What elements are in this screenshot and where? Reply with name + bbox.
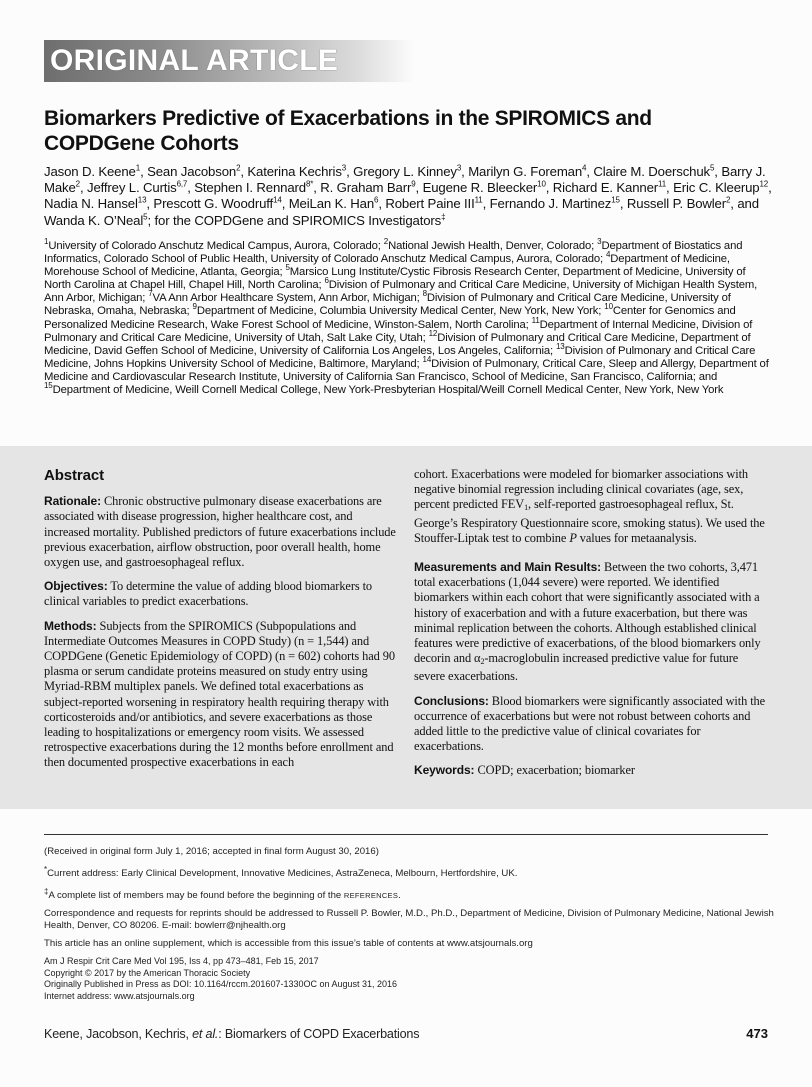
author-name: Jeffrey L. Curtis [87, 180, 177, 196]
author-name: Russell P. Bowler [626, 196, 726, 212]
methods-text-cont2: , self-reported gastroesophageal reflux, St. George’s Respiratory Questionnaire score, smoking status). We used the Stouffer-Liptak test to combine [414, 497, 765, 545]
author-affiliation-mark: 2 [75, 179, 80, 189]
author-affiliation-mark: 2 [725, 196, 731, 206]
double-dagger-mark: ‡ [44, 887, 49, 897]
affiliation-number: 13 [556, 341, 565, 351]
affiliation-text: VA Ann Arbor Healthcare System, Ann Arbor, Michigan; [152, 292, 423, 305]
affiliation-number: 10 [604, 302, 613, 312]
author-name: Robert Paine III [385, 196, 475, 212]
results-text-cont: -macroglobulin increased predictive value for future severe exacerbations. [414, 651, 739, 684]
author-name: Gregory L. Kinney [353, 164, 457, 179]
running-head-etal: et al. [192, 1027, 219, 1041]
running-head [44, 1027, 419, 1041]
affiliation-text: Division of Pulmonary and Critical Care Medicine, Johns Hopkins University School of Medicine, Baltimore, Maryland; [44, 344, 756, 370]
correspondence-note: Correspondence and requests for reprints should be addressed to Russell P. Bowler, M.D., Ph.D., Department of Medicine, Division of Pulmonary Medicine, National Jewish Health, Denver, CO 80206. E-mail: bowlerr@njhealth.org [44, 908, 774, 932]
author-affiliation-mark: 12 [759, 179, 769, 189]
methods-label: Methods: [44, 618, 97, 633]
author-name: Jason D. Keene [44, 164, 136, 179]
current-address-note [44, 864, 774, 880]
author-name: Prescott G. Woodruff [153, 196, 274, 212]
abstract-box [0, 446, 812, 809]
author-affiliation-mark: 10 [537, 179, 546, 189]
internet-address-line: Internet address: www.atsjournals.org [44, 990, 195, 1001]
affiliation-number: 11 [531, 315, 540, 325]
author-name: Sean Jacobson [147, 164, 237, 179]
author-list: Jason D. Keene$^1$, Sean Jacobson$^2$, Katerina Kechris$^3$, Gregory L. Kinney$^3$, Marilyn G. Foreman$^4$, Claire M. Doerschuk$^5$, Barry J. Make$^2$, Jeffrey L. Curtis$^{6,7}$, Stephen I. Rennard$^{8*}$, R. Graham Barr$^9$, Eugene R. Bleecker$^{10}$, Richard E. Kanner$^{11}$, Eric C. Kleerup$^{12}$, Nadia N. Hansel$^{13}$, Prescott G. Woodruff$^{14}$, MeiLan K. Han$^6$, Robert Paine III$^{11}$, Fernando J. Martinez$^{15}$, Russell P. Bowler$^2$, and Wanda K. O’Neal$^5$; for the COPDGene and SPIROMICS Investigators‡ [44, 163, 772, 228]
methods-text: Subjects from the SPIROMICS (Subpopulations and Intermediate Outcomes Measures in COPD Study) (n = 1,544) and COPDGene (Genetic Epidemiology of COPD) (n = 602) cohorts had 90 plasma or serum candidate proteins measured on study entry using Myriad-RBM multiplex panels. We defined total exacerbations as subject-reported worsening in respiratory health requiring therapy with corticosteroids and/or antibiotics, and severe exacerbations as those leading to hospitalizations or emergency room visits. We assessed retrospective exacerbations during the 12 months before enrollment and then documented prospective exacerbations in each [44, 618, 395, 770]
asterisk-mark: * [44, 865, 48, 874]
affiliation-text: Department of Biostatics and Informatics, Colorado School of Public Health, University of Colorado Anschutz Medical Campus, Aurora, Colorado; [44, 240, 743, 266]
affiliation-text: National Jewish Health, Denver, Colorado; [388, 240, 598, 252]
affiliation-text: Division of Pulmonary and Critical Care Medicine, University of Nebraska, Omaha, Nebraska; [44, 292, 731, 318]
doi-line: Originally Published in Press as DOI: 10.1164/rccm.201607-1330OC on August 31, 2016 [44, 979, 398, 990]
footnote-divider [44, 834, 768, 835]
affiliation-number: 4 [605, 250, 611, 260]
author-affiliation-mark: 13 [137, 196, 147, 206]
references-link[interactable]: REFERENCES [343, 891, 399, 901]
affiliation-text: Department of Medicine, Weill Cornell Medical College, New York-Presbyterian Hospital/Weill Cornell Medical Center, New York, New York [52, 384, 724, 397]
affiliation-number: 7 [148, 289, 153, 299]
author-affiliation-mark: 1 [135, 163, 141, 173]
supplement-note: This article has an online supplement, which is accessible from this issue’s table of contents at www.atsjournals.org [44, 938, 533, 950]
author-name: Eric C. Kleerup [673, 180, 760, 196]
abstract-heading: Abstract [44, 467, 105, 484]
affiliation-number: 15 [44, 381, 53, 391]
abstract-methods [44, 619, 398, 771]
affiliation-text: Marsico Lung Institute/Cystic Fibrosis Research Center, Department of Medicine, University of North Carolina at Chapel Hill, Chapel Hill, North Carolina; [44, 266, 746, 292]
author-affiliation-mark: 8* [305, 179, 314, 189]
abstract-right-column [414, 467, 770, 788]
author-affiliation-mark: 6,7 [176, 179, 188, 189]
citation-line: Am J Respir Crit Care Med Vol 195, Iss 4, pp 473–481, Feb 15, 2017 [44, 956, 319, 967]
footnotes [44, 846, 774, 1002]
methods-text-cont: cohort. Exacerbations were modeled for biomarker associations with negative binomial regression including clinical covariates (age, sex, percent predicted FEV [414, 467, 749, 512]
running-head-title: : Biomarkers of COPD Exacerbations [218, 1027, 420, 1041]
affiliation-number: 8 [422, 289, 427, 299]
abstract-results [414, 560, 770, 685]
affiliation-text: Department of Medicine, Columbia University Medical Center, New York, New York; [196, 305, 605, 318]
affiliation-text: University of Colorado Anschutz Medical Campus, Aurora, Colorado; [48, 240, 384, 252]
investigators-mark: ‡ [441, 212, 446, 222]
abstract-keywords [414, 763, 770, 778]
affiliation-number: 5 [285, 263, 290, 273]
members-text: A complete list of members may be found before the beginning of the [48, 890, 344, 902]
affiliation-number: 1 [44, 237, 49, 247]
p-italic: P [569, 530, 577, 545]
abstract-rationale [44, 494, 398, 570]
abstract-objectives [44, 579, 398, 609]
author-affiliation-mark: 3 [341, 163, 347, 173]
author-affiliation-mark: 11 [474, 196, 483, 206]
author-affiliation-mark: 11 [658, 179, 667, 189]
author-name: Nadia N. Hansel [44, 196, 138, 212]
affiliation-number: 12 [428, 328, 438, 338]
affiliation-text: Division of Pulmonary, Critical Care, Sleep and Allergy, Department of Medicine and Cardiovascular Research Institute, University of California San Francisco, School of Medicine, San Francisco, California; and [44, 357, 769, 383]
abstract-conclusions [414, 694, 770, 755]
page-number: 473 [746, 1026, 768, 1041]
author-affiliation-mark: 14 [273, 196, 282, 206]
rationale-label: Rationale: [44, 494, 102, 509]
author-name: MeiLan K. Han [288, 196, 375, 212]
running-head-authors: Keene, Jacobson, Kechris, [44, 1027, 193, 1041]
author-name: Wanda K. O’Neal [44, 212, 144, 228]
author-name: Katerina Kechris [247, 164, 342, 179]
author-affiliation-mark: 4 [582, 163, 587, 173]
abstract-methods-continued [414, 467, 770, 546]
abstract-left-column [44, 446, 398, 780]
keywords-label: Keywords: [414, 763, 475, 778]
affiliation-number: 6 [324, 276, 329, 286]
author-name: Stephen I. Rennard [194, 180, 306, 196]
article-type-label: ORIGINAL ARTICLE [50, 44, 339, 77]
author-affiliation-mark: 9 [411, 179, 416, 189]
author-name: Claire M. Doerschuk [593, 164, 710, 179]
affiliation-number: 3 [597, 237, 602, 247]
received-dates: (Received in original form July 1, 2016; accepted in final form August 30, 2016) [44, 846, 379, 857]
rationale-text: Chronic obstructive pulmonary disease exacerbations are associated with disease progression, higher healthcare cost, and increased mortality. Published predictors of future exacerbations include previous exacerbation, airflow obstruction, poor overall health, home oxygen use, and gastroesophageal reflux. [44, 494, 396, 570]
affiliation-text: Division of Pulmonary and Critical Care Medicine, University of Michigan Health System, Ann Arbor, Michigan; [44, 279, 758, 305]
investigators-group: ; for the COPDGene and SPIROMICS Investigators [147, 212, 442, 228]
results-label: Measurements and Main Results: [414, 560, 602, 575]
author-name: Eugene R. Bleecker [422, 180, 538, 196]
affiliation-number: 14 [422, 355, 432, 365]
affiliation-text: Department of Internal Medicine, Division of Pulmonary and Critical Care Medicine, University of Utah, Salt Lake City, Utah; [44, 318, 753, 344]
affiliation-text: Department of Medicine, Morehouse School of Medicine, Atlanta, Georgia; [44, 253, 730, 279]
keywords-text: COPD; exacerbation; biomarker [474, 763, 635, 778]
members-end: . [398, 890, 401, 902]
objectives-text: To determine the value of adding blood biomarkers to clinical variables to predict exacerbations. [44, 579, 373, 609]
author-affiliation-mark: 5 [709, 163, 715, 173]
article-title: Biomarkers Predictive of Exacerbations in the SPIROMICS and COPDGene Cohorts [44, 107, 652, 155]
author-affiliation-mark: 6 [374, 196, 379, 206]
results-text: Between the two cohorts, 3,471 total exacerbations (1,044 severe) were reported. We identified biomarkers within each cohort that were significantly associated with a history of exacerbation and with a future exacerbation, but there was minimal replication between the cohorts. Although established clinical features were predictive of exacerbations, of the blood biomarkers only decorin and α [414, 560, 761, 666]
author-affiliation-mark: 2 [236, 163, 241, 173]
citation-block [44, 956, 774, 1002]
conclusions-text: Blood biomarkers were significantly associated with the occurrence of exacerbations but were not robust between cohorts and added little to the predictive value of clinical covariates for exacerbations. [414, 693, 766, 754]
author-affiliation-mark: 5 [143, 212, 148, 222]
affiliation-number: 2 [383, 237, 389, 247]
author-name: R. Graham Barr [320, 180, 412, 196]
affiliations [44, 237, 774, 397]
author-affiliation-mark: 3 [456, 163, 462, 173]
current-address-text: Current address: Early Clinical Development, Innovative Medicines, AstraZeneca, Melbourn, Hertfordshire, UK. [47, 868, 518, 880]
author-name: Marilyn G. Foreman [468, 164, 583, 179]
article-type-banner [44, 40, 414, 82]
author-name: Fernando J. Martinez [489, 196, 612, 212]
affiliation-text: Center for Genomics and Personalized Medicine Research, Wake Forest School of Medicine, Winston-Salem, North Carolina; [44, 305, 736, 331]
objectives-label: Objectives: [44, 579, 108, 594]
affiliation-text: Division of Pulmonary and Critical Care Medicine, Department of Medicine, David Geffen School of Medicine, University of California Los Angeles, Los Angeles, California; [44, 331, 751, 357]
members-note [44, 886, 774, 902]
alpha-subscript: 2 [480, 657, 485, 667]
affiliation-number: 9 [192, 302, 197, 312]
methods-text-cont3: values for metaanalysis. [576, 530, 697, 545]
author-name: Richard E. Kanner [552, 180, 659, 196]
author-name: Barry J. Make [44, 164, 766, 196]
fev-subscript: 1 [524, 503, 528, 513]
copyright-line: Copyright © 2017 by the American Thoracic Society [44, 967, 251, 978]
author-affiliation-mark: 15 [611, 196, 620, 206]
conclusions-label: Conclusions: [414, 693, 489, 708]
